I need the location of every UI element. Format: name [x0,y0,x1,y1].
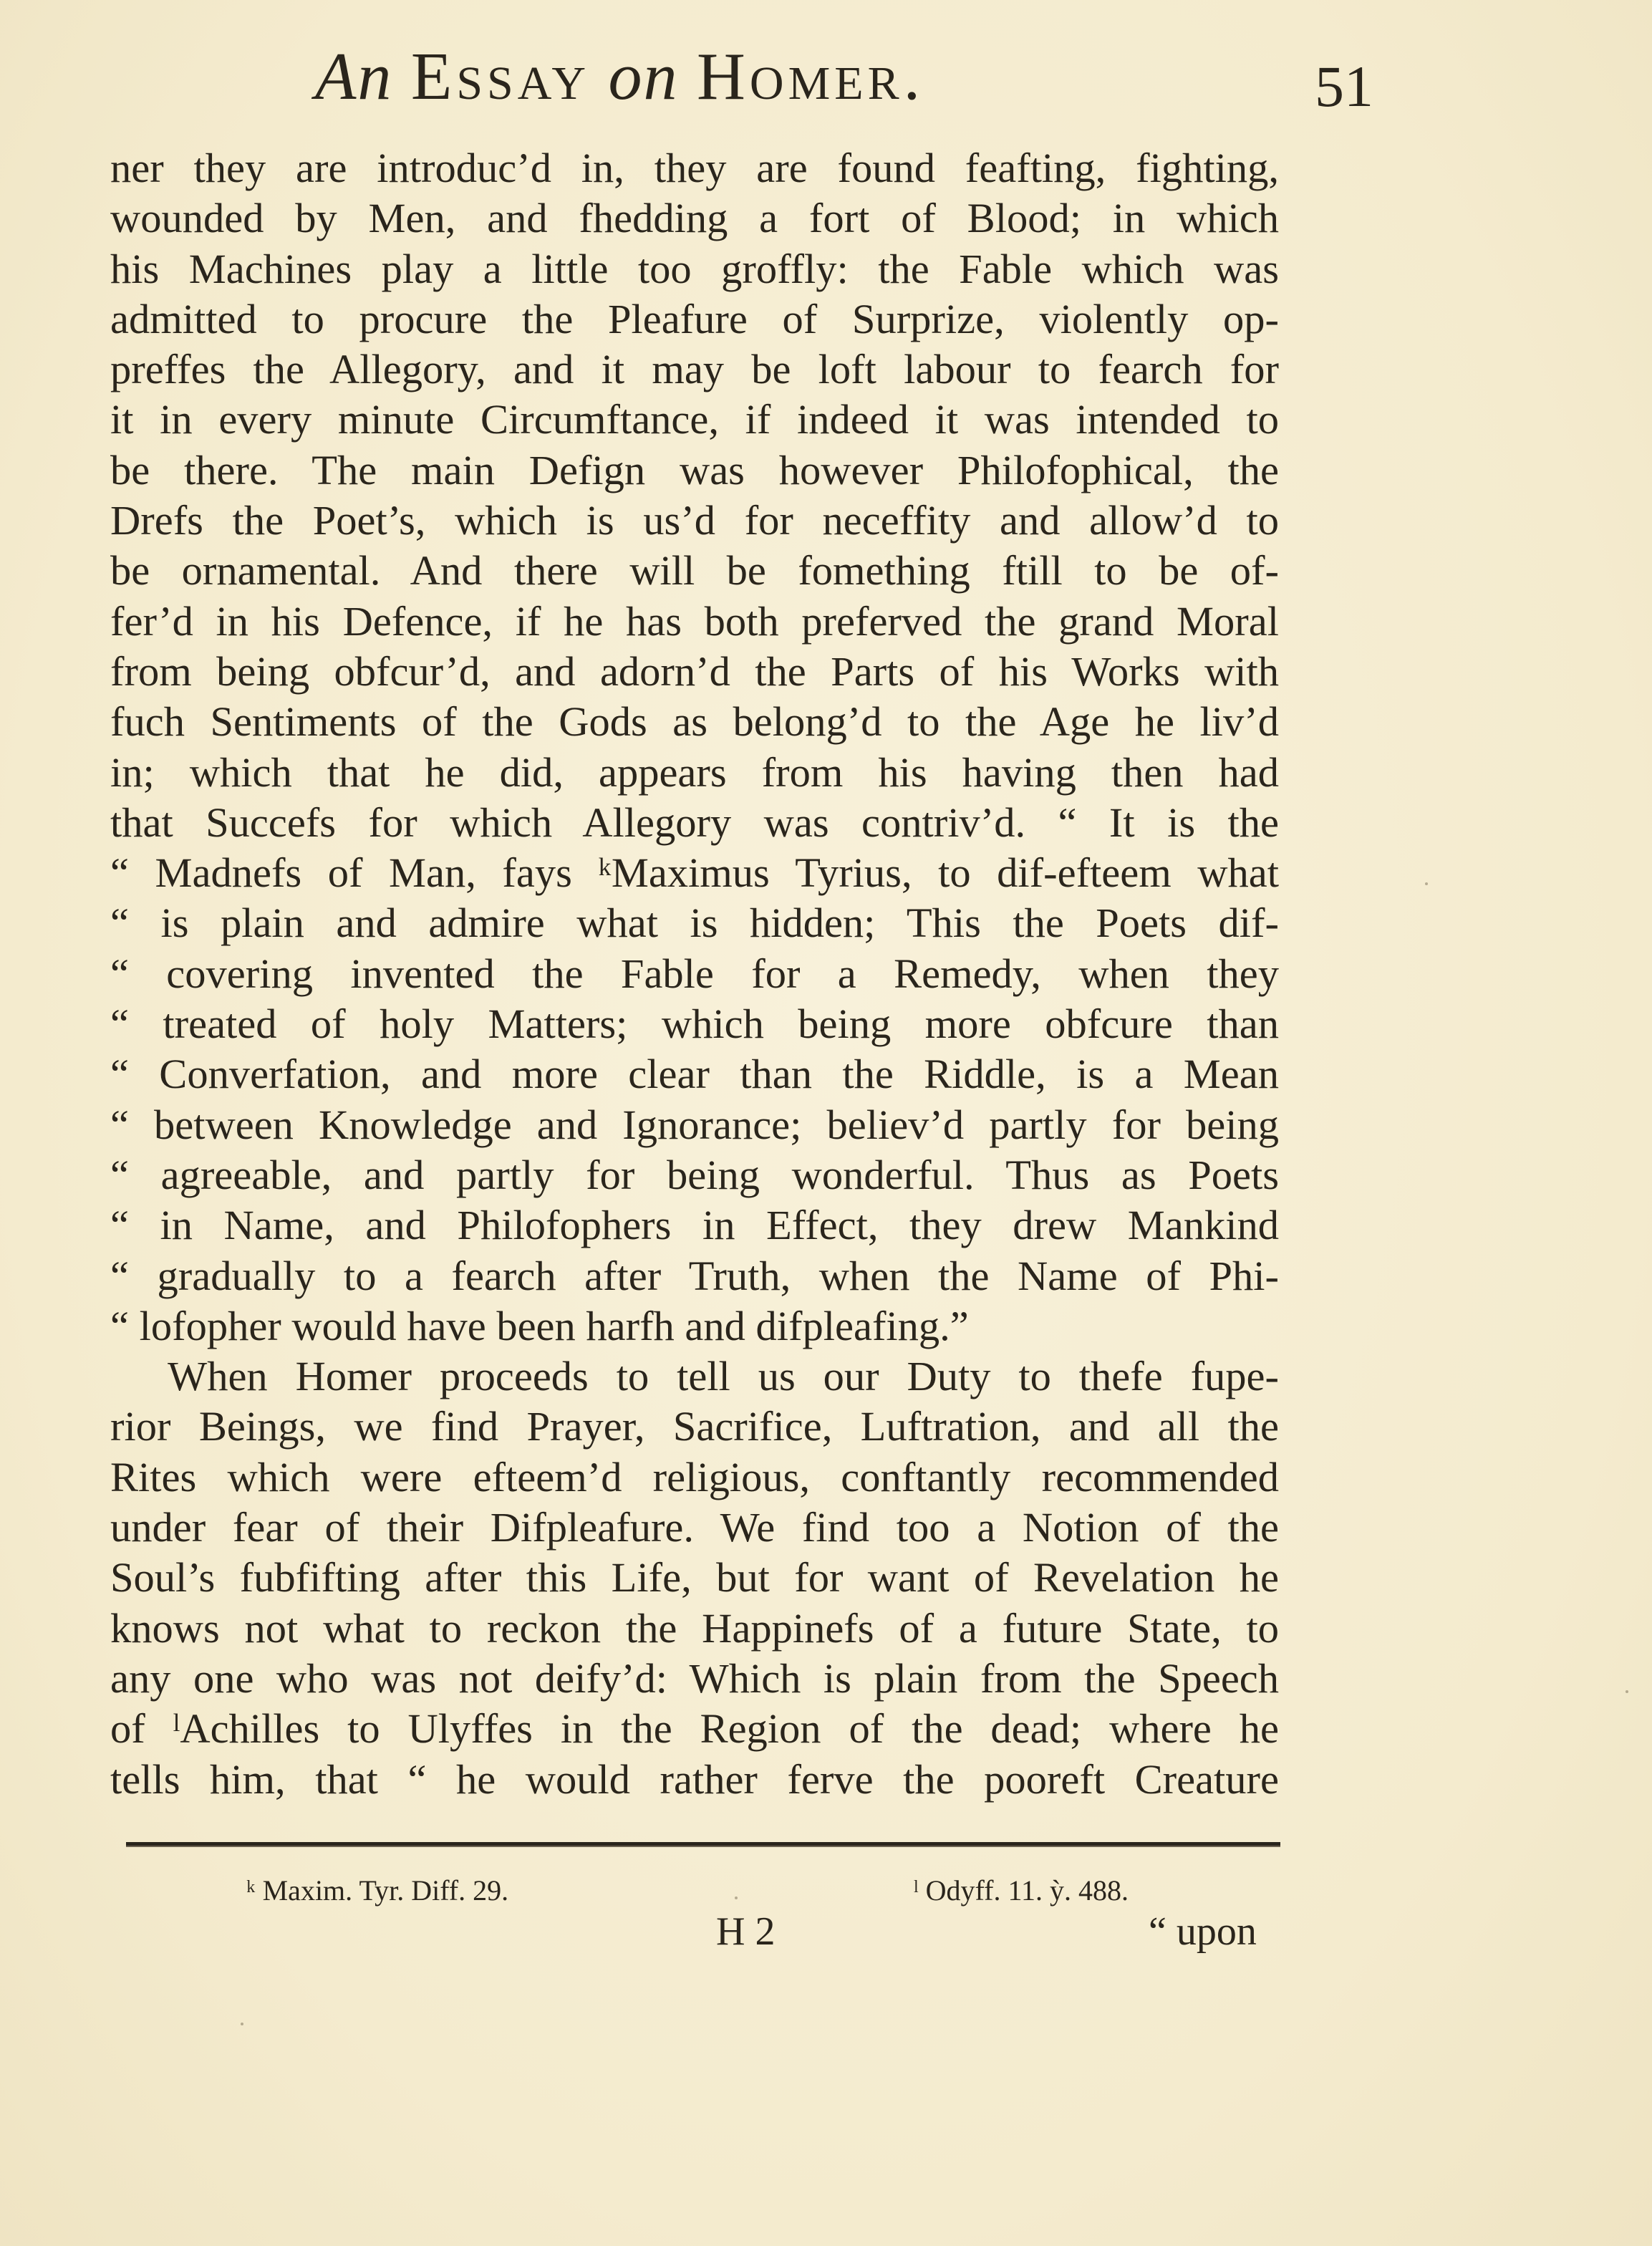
footnote-rule [126,1842,1280,1847]
text-line: his Machines play a little too groffly: the Fable which was [110,245,1279,292]
text-line: preffes the Allegory, and it may be loft labour to fearch for [110,346,1279,393]
text-line: knows not what to reckon the Happinefs of a future State, to [110,1604,1279,1652]
text-line: “ Madnefs of Man, fays ᵏMaximus Tyrius, to dif-efteem what [110,849,1279,897]
text-line: that Succefs for which Allegory was contriv’d. “ It is the [110,799,1279,846]
text-line: “ is plain and admire what is hidden; This the Poets dif- [110,900,1279,947]
page-number: 51 [1315,54,1373,119]
text-line: fuch Sentiments of the Gods as belong’d to the Age he liv’d [110,698,1279,746]
text-line: “ lofopher would have been harfh and difpleafing.” [110,1302,969,1349]
text-line: under fear of their Difpleafure. We find too a Notion of the [110,1504,1279,1551]
text-line: ner they are introduc’d in, they are found feafting, fighting, [110,145,1279,191]
text-line: be ornamental. And there will be fomething ftill to be of- [110,547,1279,594]
text-line: it in every minute Circumftance, if indeed it was intended to [110,396,1279,443]
text-line: any one who was not deify’d: Which is plain from the Speech [110,1654,1279,1702]
text-line: Drefs the Poet’s, which is us’d for neceffity and allow’d to [110,497,1279,544]
running-head-on: on [608,39,679,114]
text-line: rior Beings, we find Prayer, Sacrifice, Luftration, and all the [110,1403,1279,1450]
text-line: in; which that he did, appears from his having then had [110,748,1279,796]
text-line: “ covering invented the Fable for a Remedy, when they [110,950,1279,997]
running-head-homer: Homer. [697,39,925,114]
text-line: “ gradually to a fearch after Truth, when the Name of Phi- [110,1252,1279,1299]
text-line: “ treated of holy Matters; which being more obfcure than [110,1001,1279,1048]
signature-mark: H 2 [716,1909,776,1954]
text-line: from being obfcur’d, and adorn’d the Parts of his Works with [110,647,1279,695]
text-line: When Homer proceeds to tell us our Duty to thefe fupe- [168,1353,1279,1400]
running-head-essay: Essay [410,39,591,114]
paper-speck [241,2023,243,2025]
text-line: of ˡAchilles to Ulyffes in the Region of the dead; where he [110,1705,1279,1753]
text-line: “ between Knowledge and Ignorance; believ’d partly for being [110,1101,1279,1148]
running-head [315,39,1131,114]
text-line: tells him, that “ he would rather ferve the pooreft Creature [110,1755,1279,1803]
paper-speck [1425,882,1428,885]
catchword: “ upon [1149,1909,1257,1954]
text-line: Soul’s fubfifting after this Life, but for want of Revelation he [110,1554,1279,1601]
body-text [110,143,1279,1805]
text-line: wounded by Men, and fhedding a fort of Blood; in which [110,195,1279,242]
text-line: Rites which were efteem’d religious, conftantly recommended [110,1453,1279,1500]
footnote-k: ᵏ Maxim. Tyr. Diff. 29. [246,1874,509,1907]
text-line: “ agreeable, and partly for being wonderful. Thus as Poets [110,1151,1279,1198]
text-line: be there. The main Defign was however Philofophical, the [110,446,1279,493]
paper-speck [1626,1690,1628,1693]
text-line: fer’d in his Defence, if he has both preferved the grand Moral [110,597,1279,645]
text-line: admitted to procure the Pleafure of Surprize, violently op- [110,295,1279,342]
footnote-l: ˡ Odyff. 11. ỳ. 488. [914,1874,1129,1907]
text-line: “ in Name, and Philofophers in Effect, they drew Mankind [110,1202,1279,1249]
paper-speck [735,1896,738,1899]
text-line: “ Converfation, and more clear than the Riddle, is a Mean [110,1051,1279,1098]
running-head-an: An [315,39,393,114]
